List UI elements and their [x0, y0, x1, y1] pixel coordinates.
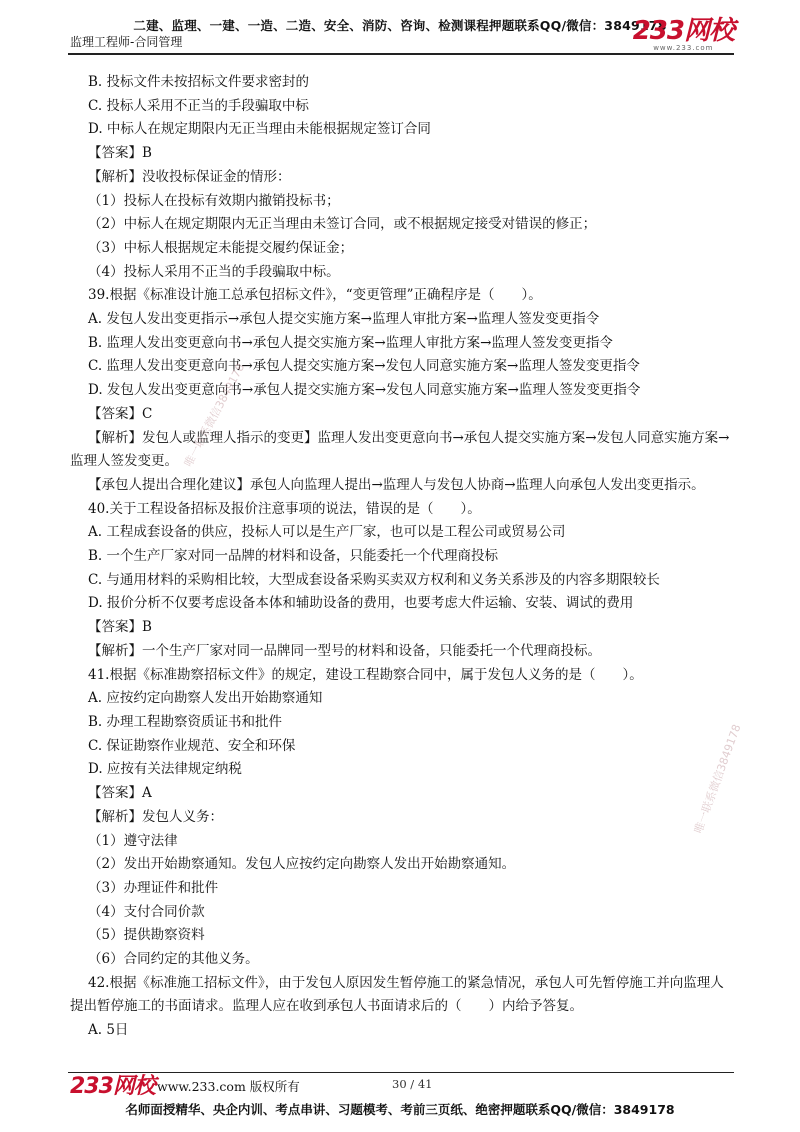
footer-copyright: www.233.com 版权所有 [157, 1079, 300, 1094]
document-subtitle: 监理工程师-合同管理 [70, 35, 183, 49]
text-line: C. 监理人发出变更意向书→承包人提交实施方案→发包人同意实施方案→监理人签发变更指令 [88, 358, 640, 375]
text-line: 【解析】发包人或监理人指示的变更】监理人发出变更意向书→承包人提交实施方案→发包人同意实施方案→监理人签发变更。 [70, 429, 730, 470]
text-line: 41.根据《标准勘察招标文件》的规定，建设工程勘察合同中，属于发包人义务的是（ ）。 [88, 666, 643, 683]
text-line: 【解析】一个生产厂家对同一品牌同一型号的材料和设备，只能委托一个代理商投标。 [88, 642, 601, 659]
text-line: 40.关于工程设备招标及报价注意事项的说法，错误的是（ ）。 [88, 500, 481, 517]
text-line: C. 与通用材料的采购相比较，大型成套设备采购买卖双方权利和义务关系涉及的内容多期限较长 [88, 571, 660, 588]
text-line: D. 应按有关法律规定纳税 [88, 761, 242, 778]
text-line: D. 发包人发出变更意向书→承包人提交实施方案→发包人同意实施方案→监理人签发变更指令 [88, 382, 641, 399]
text-line: C. 投标人采用不正当的手段骗取中标 [88, 97, 309, 114]
text-line: B. 投标文件未按招标文件要求密封的 [88, 74, 310, 90]
text-line: A. 应按约定向勘察人发出开始勘察通知 [88, 690, 323, 707]
logo-url: www.233.com [653, 44, 714, 52]
footer-promo: 名师面授精华、央企内训、考点串讲、习题模考、考前三页纸、绝密押题联系QQ/微信：3849178 [125, 1102, 675, 1117]
footer-rule [68, 1072, 734, 1073]
text-line: （5）提供勘察资料 [88, 927, 205, 944]
text-line: （2）发出开始勘察通知。发包人应按约定向勘察人发出开始勘察通知。 [88, 856, 516, 873]
text-line: 【答案】B [88, 145, 152, 162]
text-line: 【答案】C [88, 405, 153, 422]
text-line: 【承包人提出合理化建议】承包人向监理人提出→监理人与发包人协商→监理人向承包人发出变更指示。 [88, 476, 705, 493]
logo-mark: 233网校 [632, 16, 734, 46]
text-line: （1）遵守法律 [88, 832, 178, 849]
header-rule [68, 53, 734, 55]
watermark-left: 唯一联系微信3849178 [181, 361, 248, 470]
page-number: 30 / 41 [392, 1077, 433, 1091]
text-line: （3）中标人根据规定未能提交履约保证金； [88, 239, 354, 256]
text-line: 42.根据《标准施工招标文件》，由于发包人原因发生暂停施工的紧急情况，承包人可先暂停施工并向监理人提出暂停施工的书面请求。监理人应在收到承包人书面请求后的（ ）内给予答复。 [70, 974, 724, 1015]
watermark-right: 唯一联系微信3849178 [691, 722, 744, 836]
header-promo: 二建、监理、一建、一造、二造、安全、消防、咨询、检测课程押题联系QQ/微信：3849178 [133, 18, 667, 33]
text-line: B. 办理工程勘察资质证书和批件 [88, 713, 283, 730]
text-line: D. 报价分析不仅要考虑设备本体和辅助设备的费用，也要考虑大件运输、安装、调试的费用 [88, 595, 634, 612]
text-line: C. 保证勘察作业规范、安全和环保 [88, 737, 296, 754]
text-line: （6）合同约定的其他义务。 [88, 951, 259, 968]
footer-logo: 233网校 [70, 1074, 155, 1099]
text-line: 【解析】没收投标保证金的情形： [88, 168, 291, 185]
text-line: （1）投标人在投标有效期内撤销投标书； [88, 192, 340, 209]
text-line: B. 一个生产厂家对同一品牌的材料和设备，只能委托一个代理商投标 [88, 548, 499, 565]
text-line: A. 5日 [88, 1022, 129, 1039]
text-line: 【答案】B [88, 619, 152, 636]
brand-logo [633, 18, 734, 52]
text-line: A. 发包人发出变更指示→承包人提交实施方案→监理人审批方案→监理人签发变更指令 [88, 311, 600, 328]
text-line: A. 工程成套设备的供应，投标人可以是生产厂家，也可以是工程公司或贸易公司 [88, 524, 566, 541]
text-line: （3）办理证件和批件 [88, 879, 219, 896]
text-line: D. 中标人在规定期限内无正当理由未能根据规定签订合同 [88, 121, 431, 138]
text-line: 【解析】发包人义务： [88, 808, 223, 825]
text-line: 【答案】A [88, 785, 152, 802]
text-line: 39.根据《标准设计施工总承包招标文件》，“变更管理”正确程序是（ ）。 [88, 287, 542, 304]
text-line: B. 监理人发出变更意向书→承包人提交实施方案→监理人审批方案→监理人签发变更指令 [88, 334, 613, 351]
text-line: （2）中标人在规定期限内无正当理由未签订合同，或不根据规定接受对错误的修正； [88, 216, 597, 233]
text-line: （4）投标人采用不正当的手段骗取中标。 [88, 263, 340, 280]
page-content [70, 71, 734, 1043]
text-line: （4）支付合同价款 [88, 903, 205, 920]
